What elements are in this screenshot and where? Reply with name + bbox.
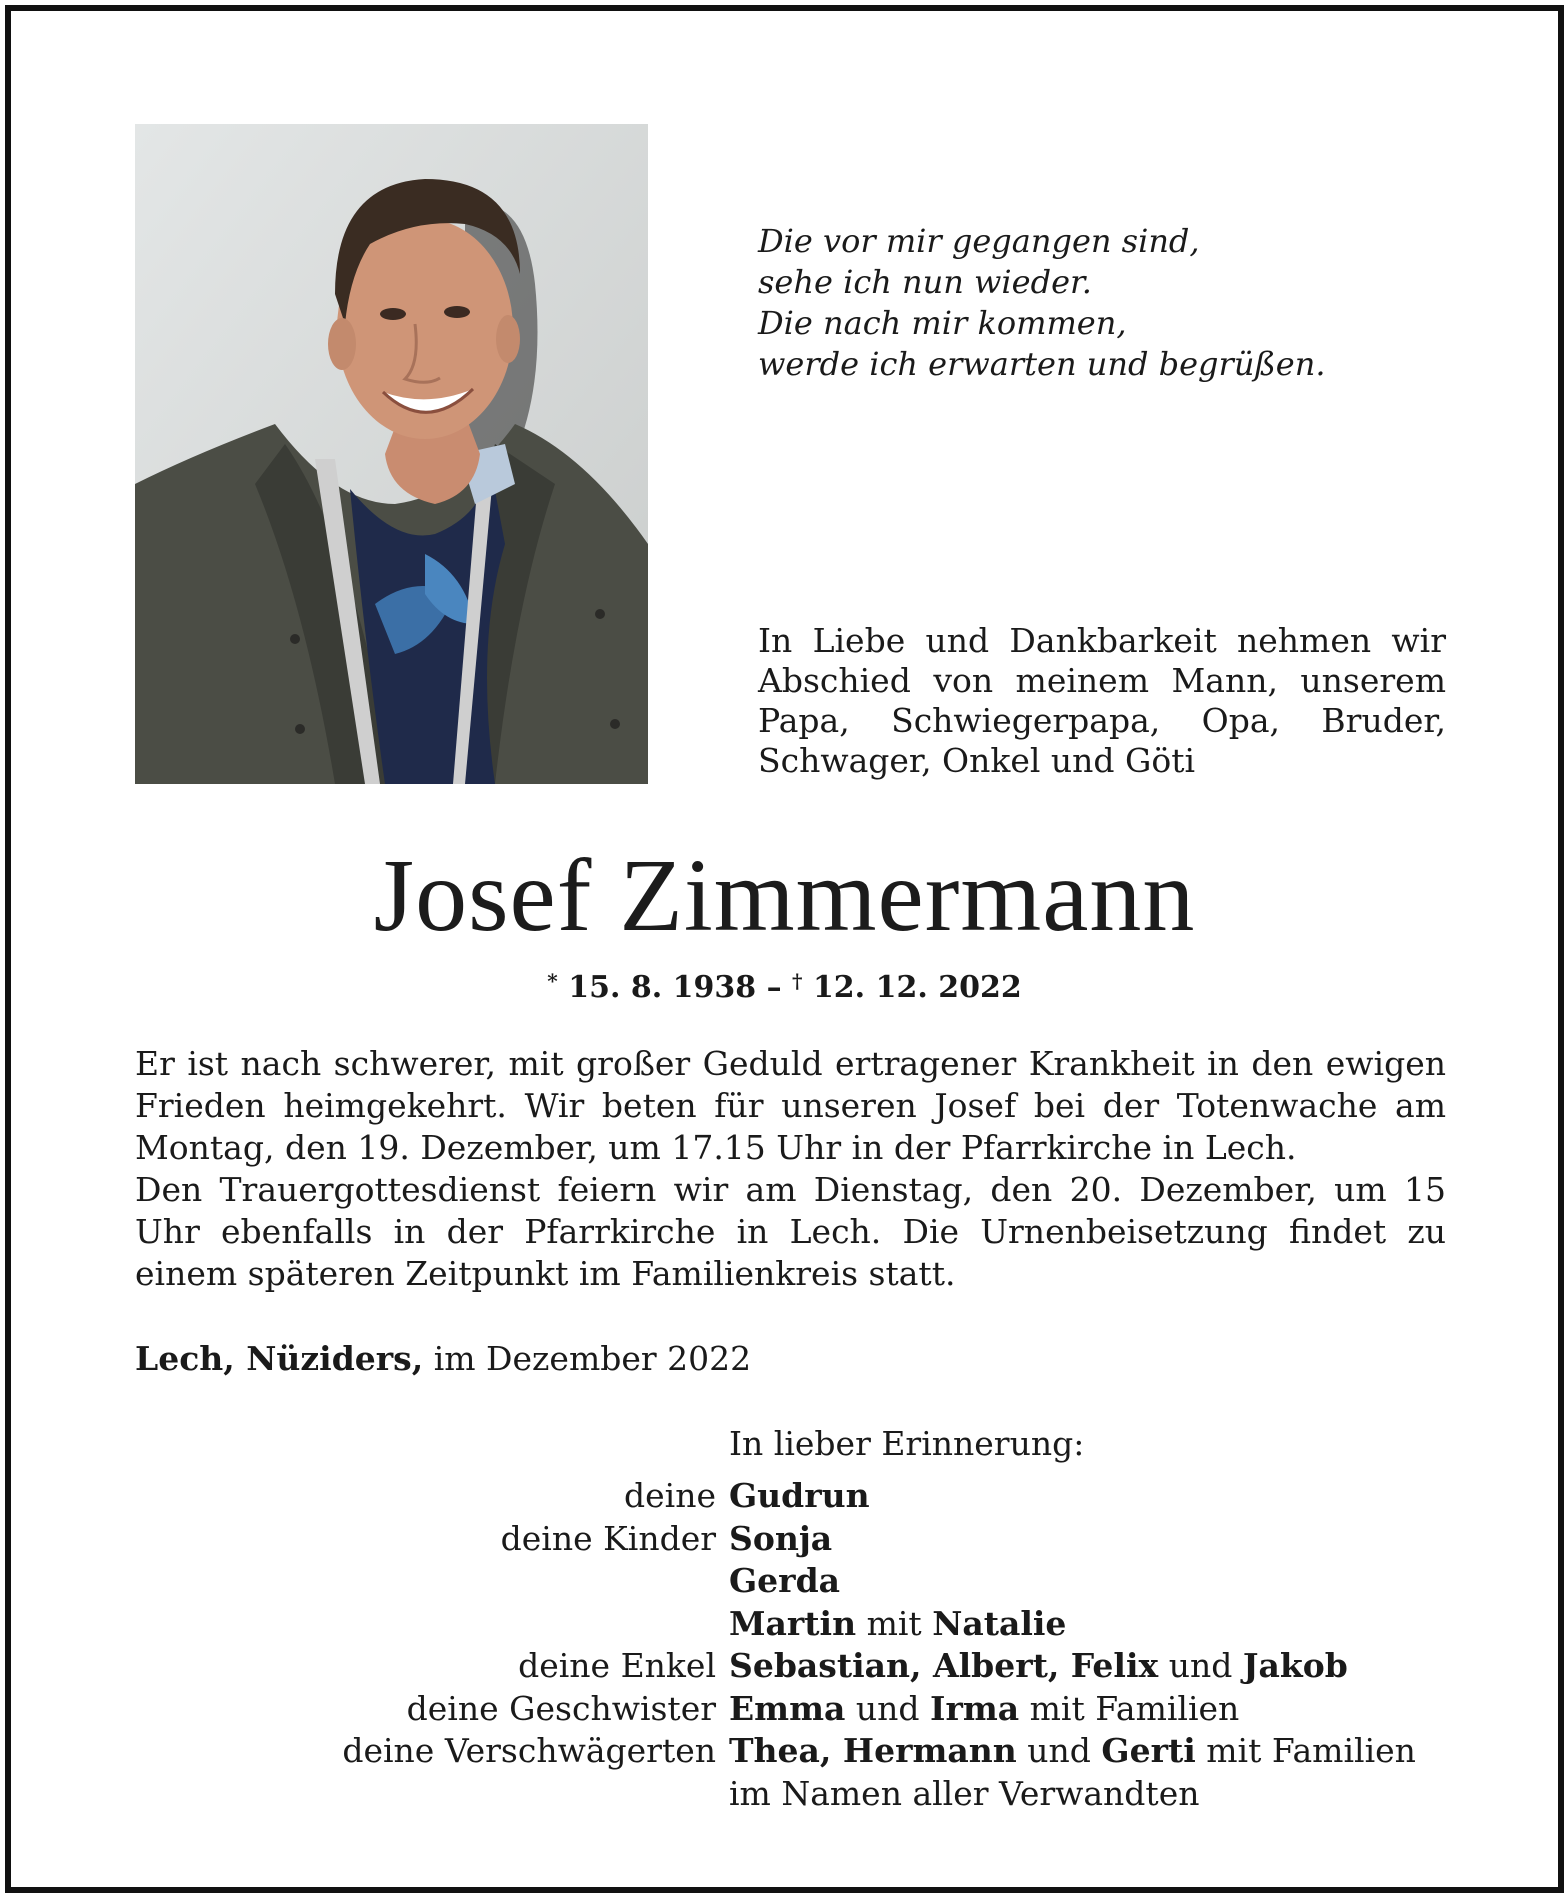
date-separator: – (766, 970, 782, 1005)
mourner-relation: deine Verschwägerten (342, 1731, 716, 1770)
mourner-name: Gudrun (729, 1476, 870, 1515)
announcement-paragraph: Er ist nach schwerer, mit großer Geduld ertragener Krankheit in den ewigen Frieden heimgekehrt. Wir beten für unseren Josef bei der Totenwache am Montag, den 19. Dezember, um 17.15 Uhr in der Pfarrkirche in Lech. (135, 1044, 1446, 1167)
obituary-frame (5, 5, 1564, 1893)
mourner-names (729, 1645, 1348, 1687)
death-symbol: † (792, 969, 803, 993)
mourner-names (729, 1773, 1199, 1815)
mourner-row (11, 1645, 1558, 1688)
portrait-photo (135, 124, 648, 784)
places: Lech, Nüziders, (135, 1339, 424, 1378)
mourner-name: Irma (930, 1688, 1020, 1728)
mourner-name: Gerti (1101, 1731, 1196, 1770)
place-and-date (135, 1338, 751, 1380)
mourner-relation: deine Kinder (500, 1518, 716, 1558)
birth-date: 15. 8. 1938 (568, 970, 757, 1005)
poem (758, 221, 1478, 385)
mourner-row (11, 1475, 1558, 1518)
deceased-name: Josef Zimmermann (373, 838, 1196, 953)
mourner-connector: mit (866, 1603, 922, 1643)
mourner-relation: deine Enkel (518, 1646, 716, 1685)
poem-line: werde ich erwarten und begrüßen. (758, 345, 1326, 383)
mourner-names (729, 1603, 1066, 1645)
mourners-list (11, 1475, 1558, 1815)
mourner-connector: und (855, 1688, 920, 1728)
month-year: im Dezember 2022 (433, 1339, 752, 1378)
announcement-text (135, 1043, 1446, 1295)
mourner-row (11, 1730, 1558, 1773)
mourner-name: Thea, Hermann (729, 1731, 1017, 1770)
mourner-names (729, 1518, 832, 1560)
mourner-row (11, 1773, 1558, 1816)
mourner-name: Sonja (729, 1518, 833, 1558)
mourner-names (729, 1688, 1239, 1730)
mourner-name: Sebastian, Albert, Felix (729, 1646, 1159, 1685)
mourner-connector: und (1168, 1646, 1233, 1685)
memory-heading: In lieber Erinnerung: (729, 1424, 1085, 1463)
mourner-name: Jakob (1242, 1646, 1348, 1685)
poem-line: Die nach mir kommen, (758, 304, 1127, 342)
mourner-row (11, 1560, 1558, 1603)
mourner-connector: mit Familien (1206, 1731, 1416, 1770)
announcement-paragraph: Den Trauergottesdienst feiern wir am Dienstag, den 20. Dezember, um 15 Uhr ebenfalls in der Pfarrkirche in Lech. Die Urnenbeisetzung findet zu einem späteren Zeitpunkt im Familienkreis statt. (135, 1170, 1446, 1293)
mourner-name: Gerda (729, 1561, 841, 1600)
farewell-intro: In Liebe und Dankbarkeit nehmen wir Abschied von meinem Mann, unserem Papa, Schwiegerpapa, Opa, Bruder, Schwager, Onkel und Göti (758, 621, 1446, 780)
life-dates (11, 963, 1558, 1006)
mourner-name: Martin (729, 1603, 857, 1643)
mourner-name: Emma (729, 1688, 846, 1728)
poem-line: sehe ich nun wieder. (758, 263, 1092, 301)
mourner-relation: deine (624, 1476, 716, 1515)
death-date: 12. 12. 2022 (812, 970, 1022, 1005)
mourner-connector: mit Familien (1029, 1688, 1240, 1728)
mourner-names (729, 1730, 1416, 1772)
birth-symbol: * (547, 969, 558, 993)
mourner-connector: im Namen aller Verwandten (729, 1773, 1200, 1813)
mourner-row (11, 1603, 1558, 1646)
mourner-row (11, 1688, 1558, 1731)
poem-line: Die vor mir gegangen sind, (758, 222, 1200, 260)
mourner-name: Natalie (932, 1603, 1067, 1643)
mourner-relation: deine Geschwister (406, 1688, 716, 1728)
mourner-row (11, 1518, 1558, 1561)
mourner-connector: und (1027, 1731, 1091, 1770)
mourner-names (729, 1475, 870, 1517)
mourner-names (729, 1560, 840, 1602)
